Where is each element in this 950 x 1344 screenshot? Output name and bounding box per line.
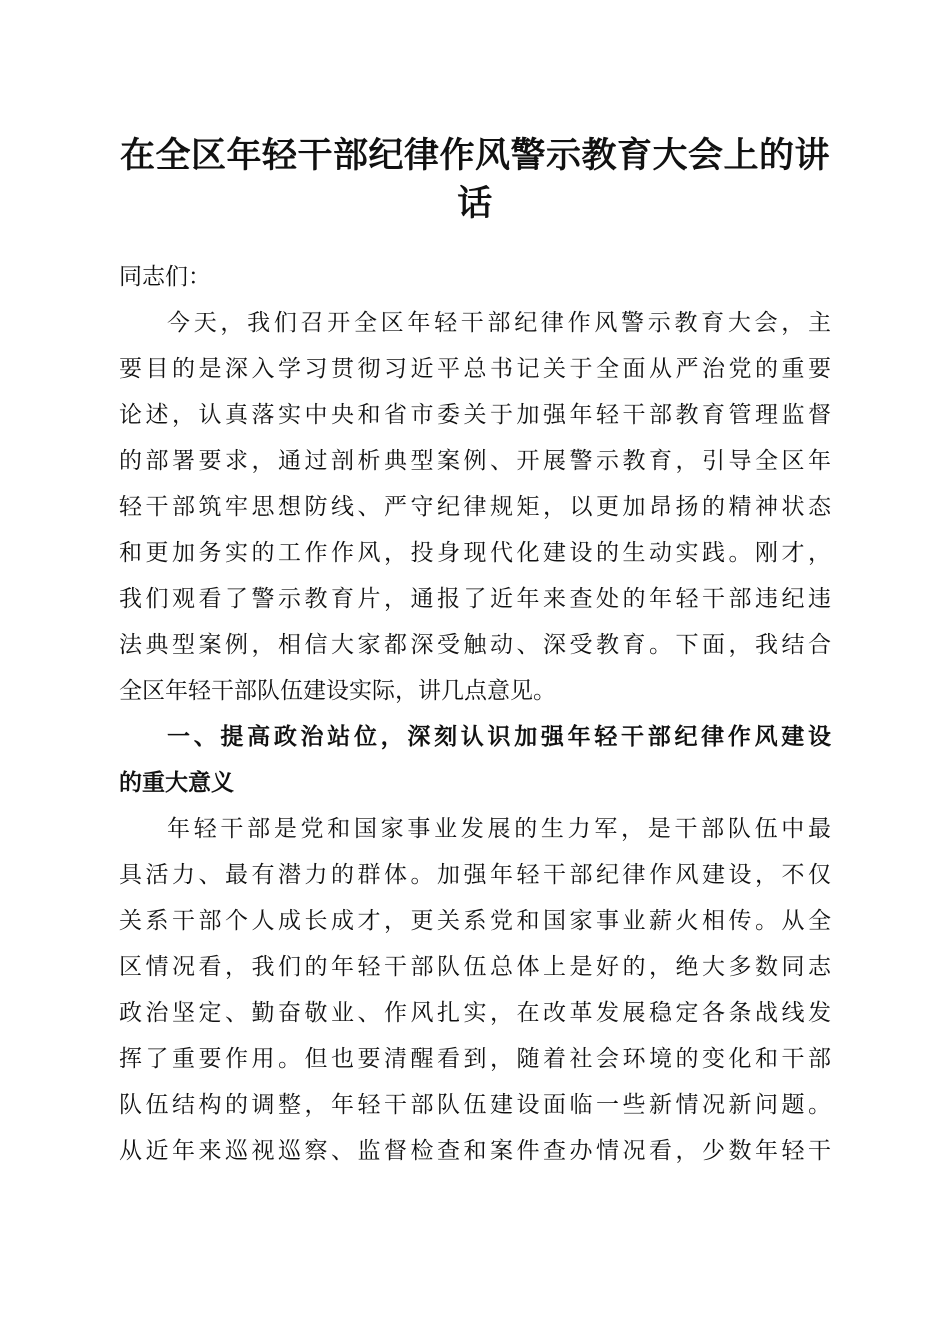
paragraph-line: 挥了重要作用。但也要清醒看到，随着社会环境的变化和干部: [119, 1046, 831, 1072]
paragraph-section-1: [119, 806, 831, 1174]
salutation: 同志们：: [119, 264, 211, 290]
paragraph-line: 轻干部筑牢思想防线、严守纪律规矩，以更加昂扬的精神状态: [119, 494, 831, 520]
paragraph-line: 关系干部个人成长成才，更关系党和国家事业薪火相传。从全: [119, 908, 831, 934]
paragraph-line: 政治坚定、勤奋敬业、作风扎实，在改革发展稳定各条战线发: [119, 1000, 831, 1026]
paragraph-line: 的部署要求，通过剖析典型案例、开展警示教育，引导全区年: [119, 448, 831, 474]
paragraph-line: 我们观看了警示教育片，通报了近年来查处的年轻干部违纪违: [119, 586, 831, 612]
title-line: 在全区年轻干部纪律作风警示教育大会上的讲: [119, 135, 830, 176]
paragraph-line: 年轻干部是党和国家事业发展的生力军，是干部队伍中最: [167, 816, 831, 842]
document-title: [110, 132, 840, 228]
paragraph-line: 论述，认真落实中央和省市委关于加强年轻干部教育管理监督: [119, 402, 831, 428]
paragraph-line: 队伍结构的调整，年轻干部队伍建设面临一些新情况新问题。: [119, 1092, 831, 1118]
section-heading-1: [119, 714, 831, 806]
title-line: 话: [457, 183, 493, 224]
paragraph-line: 全区年轻干部队伍建设实际，讲几点意见。: [119, 678, 556, 704]
document-body: [119, 254, 831, 1174]
heading-line: 的重大意义: [119, 770, 234, 796]
paragraph-line: 要目的是深入学习贯彻习近平总书记关于全面从严治党的重要: [119, 356, 831, 382]
paragraph-line: 今天，我们召开全区年轻干部纪律作风警示教育大会，主: [167, 310, 831, 336]
paragraph-line: 和更加务实的工作作风，投身现代化建设的生动实践。刚才，: [119, 540, 831, 566]
paragraph-line: 从近年来巡视巡察、监督检查和案件查办情况看，少数年轻干: [119, 1138, 831, 1164]
paragraph-line: 区情况看，我们的年轻干部队伍总体上是好的，绝大多数同志: [119, 954, 831, 980]
paragraph-line: 具活力、最有潜力的群体。加强年轻干部纪律作风建设，不仅: [119, 862, 831, 888]
paragraph-line: 法典型案例，相信大家都深受触动、深受教育。下面，我结合: [119, 632, 831, 658]
paragraph-opening: [119, 300, 831, 714]
heading-line: 一、提高政治站位，深刻认识加强年轻干部纪律作风建设: [167, 724, 831, 750]
